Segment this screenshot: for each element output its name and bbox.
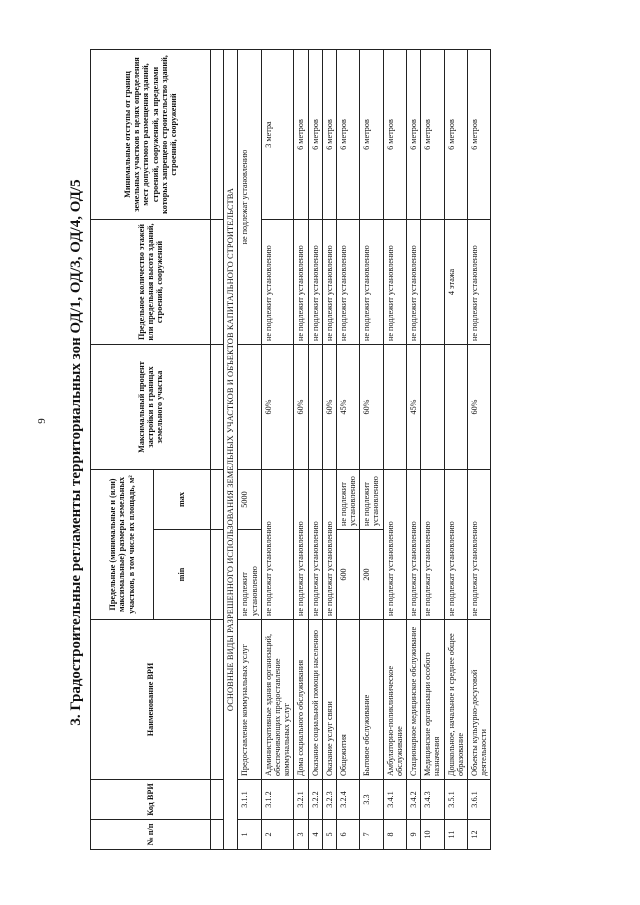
cell-name: Оказание социальной помощи населению bbox=[308, 620, 322, 780]
table-row bbox=[407, 50, 421, 850]
table-row bbox=[360, 50, 383, 850]
cell-floors: 4 этажа bbox=[444, 220, 467, 345]
cell-name: Общежития bbox=[336, 620, 359, 780]
cell-setback: 6 метров bbox=[407, 50, 421, 220]
cell-build: 60% bbox=[360, 345, 383, 470]
cell-num: 6 bbox=[336, 820, 359, 850]
cell-code: 3.4.2 bbox=[407, 780, 421, 820]
header-build: Максимальный процент застройки в границах земельного участка bbox=[91, 345, 211, 470]
cell-num: 8 bbox=[383, 820, 406, 850]
cell-floors: не подлежит установлению bbox=[308, 220, 322, 345]
cell-build bbox=[308, 345, 322, 470]
cell-build: 60% bbox=[294, 345, 308, 470]
table-row bbox=[308, 50, 322, 850]
cell-num: 12 bbox=[467, 820, 490, 850]
cell-name: Амбулаторно-поликлиническое обслуживание bbox=[383, 620, 406, 780]
cell-min: 600 bbox=[336, 530, 359, 620]
cell-max: не подлежит установлению bbox=[336, 470, 359, 530]
cell-code: 3.2.1 bbox=[294, 780, 308, 820]
cell-build bbox=[383, 345, 406, 470]
cell-name: Медицинские организации особого назначения bbox=[421, 620, 444, 780]
cell-floors: не подлежит установлению bbox=[261, 220, 294, 345]
cell-setback: 3 метра bbox=[261, 50, 294, 220]
cell-floors: не подлежат установлению bbox=[238, 50, 261, 345]
cell-floors: не подлежит установлению bbox=[467, 220, 490, 345]
column-number-row bbox=[211, 50, 224, 850]
cell-build bbox=[421, 345, 444, 470]
cell-build bbox=[444, 345, 467, 470]
cell-num: 3 bbox=[294, 820, 308, 850]
header-min: min bbox=[154, 530, 211, 620]
cell-min: не подлежат установлению bbox=[421, 470, 444, 620]
cell-setback: 6 метров bbox=[322, 50, 336, 220]
section-title: ОСНОВНЫЕ ВИДЫ РАЗРЕШЕННОГО ИСПОЛЬЗОВАНИЯ ЗЕМЕЛЬНЫХ УЧАСТКОВ И ОБЪЕКТОВ КАПИТАЛЬНОГО СТРОИТЕЛЬСТВА bbox=[224, 50, 238, 850]
cell-min: не подлежат установлению bbox=[407, 470, 421, 620]
cell-num: 10 bbox=[421, 820, 444, 850]
header-num: № п/п bbox=[91, 820, 211, 850]
cell-code: 3.1.2 bbox=[261, 780, 294, 820]
cell-min: не подлежит установлению bbox=[238, 530, 261, 620]
cell-build: 45% bbox=[407, 345, 421, 470]
cell-min: не подлежат установлению bbox=[308, 470, 322, 620]
cell-min: не подлежат установлению bbox=[294, 470, 308, 620]
cell-num: 1 bbox=[238, 820, 261, 850]
cell-name: Дошкольное, начальное и среднее общее образование bbox=[444, 620, 467, 780]
cell-build bbox=[238, 345, 261, 470]
cell-min: не подлежат установлению bbox=[322, 470, 336, 620]
table-row bbox=[421, 50, 444, 850]
cell-code: 3.4.3 bbox=[421, 780, 444, 820]
page-number: 9 bbox=[36, 418, 48, 424]
cell-max: 5000 bbox=[238, 470, 261, 530]
regulations-table bbox=[90, 49, 491, 850]
cell-code: 3.1.1 bbox=[238, 780, 261, 820]
cell-max: не подлежит установлению bbox=[360, 470, 383, 530]
page-title: 3. Градостроительные регламенты территориальных зон ОД/1, ОД/3, ОД/4, ОД/5 bbox=[68, 179, 84, 726]
cell-build: 60% bbox=[322, 345, 336, 470]
table-row bbox=[336, 50, 359, 850]
cell-code: 3.5.1 bbox=[444, 780, 467, 820]
cell-setback: 6 метров bbox=[467, 50, 490, 220]
cell-setback: 6 метров bbox=[360, 50, 383, 220]
cell-name: Предоставление коммунальных услуг bbox=[238, 620, 261, 780]
cell-setback: 6 метров bbox=[383, 50, 406, 220]
table-row bbox=[444, 50, 467, 850]
cell-num: 9 bbox=[407, 820, 421, 850]
cell-build: 60% bbox=[261, 345, 294, 470]
header-name: Наименование ВРИ bbox=[91, 620, 211, 780]
cell-setback: 6 метров bbox=[308, 50, 322, 220]
cell-name: Объекты культурно-досуговой деятельности bbox=[467, 620, 490, 780]
header-floors: Предельное количество этажей или предельная высота зданий, строений, сооружений bbox=[91, 220, 211, 345]
cell-floors: не подлежит установлению bbox=[294, 220, 308, 345]
header-row bbox=[91, 50, 154, 850]
cell-floors: не подлежит установлению bbox=[336, 220, 359, 345]
cell-floors bbox=[421, 220, 444, 345]
cell-code: 3.2.2 bbox=[308, 780, 322, 820]
table-row bbox=[261, 50, 294, 850]
cell-num: 4 bbox=[308, 820, 322, 850]
cell-floors: не подлежит установлению bbox=[407, 220, 421, 345]
cell-num: 2 bbox=[261, 820, 294, 850]
table-row bbox=[383, 50, 406, 850]
cell-min: не подлежат установлению bbox=[383, 470, 406, 620]
cell-name: Административные здания организаций, обеспечивающих предоставление коммунальных услуг bbox=[261, 620, 294, 780]
cell-build: 60% bbox=[467, 345, 490, 470]
cell-name: Оказание услуг связи bbox=[322, 620, 336, 780]
cell-min: не подлежат установлению bbox=[467, 470, 490, 620]
table-row bbox=[294, 50, 308, 850]
header-sizes: Предельные (минимальные и (или) максимальные) размеры земельных участков, в том числе их площадь, м² bbox=[91, 470, 154, 620]
header-code: Код ВРИ bbox=[91, 780, 211, 820]
cell-min: 200 bbox=[360, 530, 383, 620]
cell-num: 11 bbox=[444, 820, 467, 850]
cell-setback: 6 метров bbox=[421, 50, 444, 220]
cell-setback: 6 метров bbox=[294, 50, 308, 220]
cell-num: 5 bbox=[322, 820, 336, 850]
cell-floors: не подлежит установлению bbox=[322, 220, 336, 345]
cell-code: 3.6.1 bbox=[467, 780, 490, 820]
table-row bbox=[238, 50, 261, 850]
section-row bbox=[224, 50, 238, 850]
cell-name: Бытовое обслуживание bbox=[360, 620, 383, 780]
cell-num: 7 bbox=[360, 820, 383, 850]
table-row bbox=[467, 50, 490, 850]
header-max: max bbox=[154, 470, 211, 530]
cell-setback: 6 метров bbox=[444, 50, 467, 220]
cell-code: 3.3 bbox=[360, 780, 383, 820]
cell-code: 3.4.1 bbox=[383, 780, 406, 820]
cell-code: 3.2.4 bbox=[336, 780, 359, 820]
cell-name: Стационарное медицинское обслуживание bbox=[407, 620, 421, 780]
table-row bbox=[322, 50, 336, 850]
cell-name: Дома социального обслуживания bbox=[294, 620, 308, 780]
cell-min: не подлежат установлению bbox=[261, 470, 294, 620]
cell-floors: не подлежит установлению bbox=[360, 220, 383, 345]
cell-setback: 6 метров bbox=[336, 50, 359, 220]
cell-code: 3.2.3 bbox=[322, 780, 336, 820]
cell-build: 45% bbox=[336, 345, 359, 470]
header-setback: Минимальные отступы от границ земельных участков в целях определения мест допустимого размещения зданий, строений, сооружений, за пределами которых запрещено строительство зданий, строений, сооружений bbox=[91, 50, 211, 220]
cell-min: не подлежат установлению bbox=[444, 470, 467, 620]
cell-floors: не подлежит установлению bbox=[383, 220, 406, 345]
